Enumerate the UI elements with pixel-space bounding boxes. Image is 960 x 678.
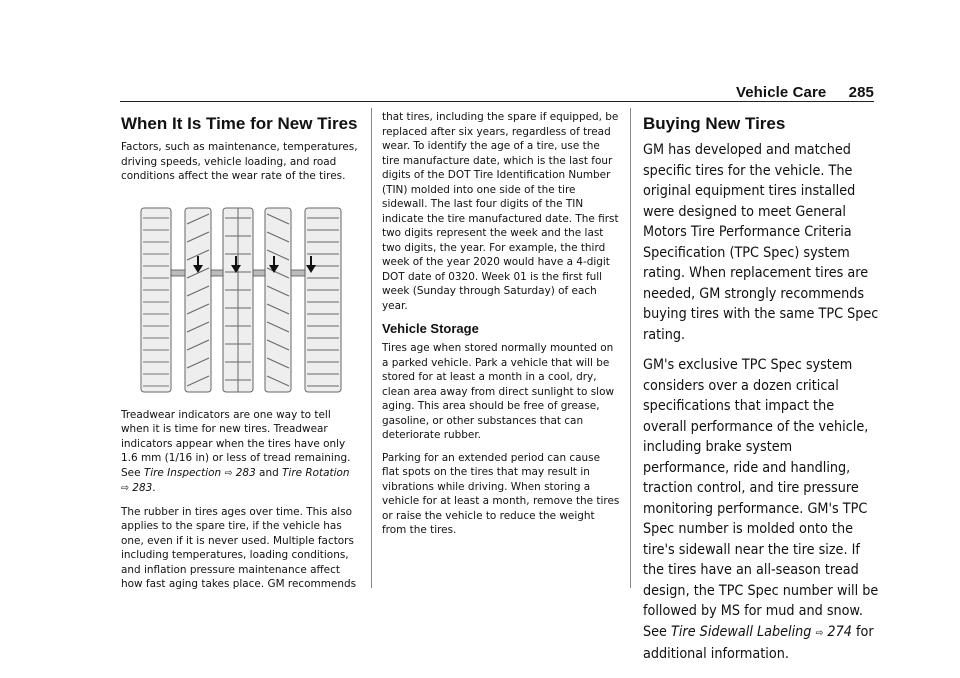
- paragraph: Treadwear indicators are one way to tell when it is time for new tires. Treadwear indicators appear when the tires have only 1.6 mm (1/16 in) or less of tread remaining. See Tire Inspection ⇨ 283 and Tire Rotation ⇨ 283.: [121, 407, 351, 494]
- paragraph: Parking for an extended period can cause flat spots on the tires that may result in vibrations while driving. When storing a vehicle for at least a month, remove the tires or raise the vehicle to reduce the weight from the tires.: [382, 450, 620, 536]
- paragraph: GM has developed and matched specific tires for the vehicle. The original equipment tires installed were designed to meet General Motors Tire Performance Criteria Specification (TPC Spec) system rating. When replacement tires are needed, GM strongly recommends buying tires with the same TPC Spec rating.: [643, 142, 879, 343]
- column-divider: [630, 108, 631, 588]
- column-middle: [382, 110, 618, 546]
- treadwear-indicator-illustration: [139, 206, 345, 394]
- page-ref-arrow-icon: ⇨: [121, 483, 129, 494]
- paragraph: GM's exclusive TPC Spec system considers over a dozen critical specifications that impact the overall performance of the vehicle, including brake system performance, ride and handling, traction control, and tire pressure monitoring performance. GM's TPC Spec number is molded onto the tire's sidewall near the tire size. If the tires have an all-season tread design, the TPC Spec number will be followed by MS for mud and snow. See Tire Sidewall Labeling ⇨ 274 for additional information.: [643, 357, 879, 662]
- paragraph: that tires, including the spare if equipped, be replaced after six years, regardless of tread wear. To identify the age of a tire, use the tire manufacture date, which is the last four digits of the DOT Tire Identification Number (TIN) molded into one side of the tire sidewall. The last four digits of the TIN indicate the tire manufactured date. The first two digits represent the week and the last two digits, the year. For example, the third week of the year 2020 would have a 4-digit DOT date of 0320. Week 01 is the first full week (Sunday through Saturday) of each year.: [382, 110, 619, 312]
- page-header: [736, 84, 874, 101]
- cross-reference-link[interactable]: Tire Sidewall Labeling: [671, 623, 812, 640]
- paragraph: Factors, such as maintenance, temperatures, driving speeds, vehicle loading, and road conditions affect the wear rate of the tires.: [121, 140, 358, 182]
- page-reference[interactable]: 274: [827, 623, 852, 640]
- column-divider: [371, 108, 372, 588]
- page-reference[interactable]: 283: [235, 465, 256, 479]
- subsection-heading: Vehicle Storage: [382, 321, 479, 336]
- header-rule: [120, 101, 874, 102]
- page-ref-arrow-icon: ⇨: [815, 627, 824, 639]
- section-heading: When It Is Time for New Tires: [121, 114, 358, 133]
- paragraph: The rubber in tires ages over time. This also applies to the spare tire, if the vehicle has one, even if it is never used. Multiple factors including temperatures, loading conditions, and inflation pressure maintenance affect how fast aging takes place. GM recommends: [121, 504, 357, 590]
- page-ref-arrow-icon: ⇨: [224, 467, 233, 479]
- page-reference[interactable]: 283: [132, 481, 153, 494]
- cross-reference-link[interactable]: Tire Rotation: [282, 465, 350, 479]
- section-title: Vehicle Care: [735, 84, 827, 101]
- cross-reference-link[interactable]: Tire Inspection: [143, 465, 222, 479]
- paragraph: Tires age when stored normally mounted on a parked vehicle. Park a vehicle that will be stored for at least a month in a cool, dry, clean area away from direct sunlight to slow aging. This area should be free of grease, gasoline, or other substances that can deteriorate rubber.: [382, 341, 615, 441]
- page-number: 285: [848, 84, 874, 101]
- column-right: [643, 110, 881, 675]
- section-heading: Buying New Tires: [643, 114, 786, 133]
- column-left: [121, 110, 359, 600]
